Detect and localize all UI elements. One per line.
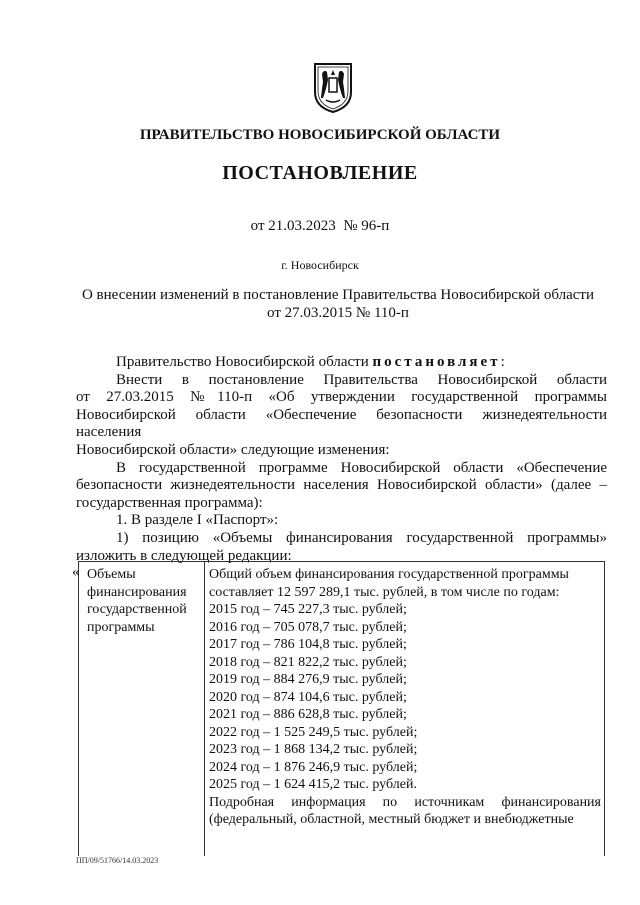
body-line: Внести в постановление Правительства Новосибирской области: [116, 371, 607, 388]
position-line: программы: [87, 619, 155, 635]
body-line: В государственной программе Новосибирской области «Обеспечение: [116, 459, 607, 476]
year-line: 2021 год – 886 628,8 тыс. рублей;: [209, 707, 407, 722]
body-line: от 27.03.2015 №110-п «Об утверждении государственной программы: [76, 389, 607, 406]
year-line: 2025 год – 1 624 415,2 тыс. рублей.: [209, 777, 417, 792]
position-line: Объемы: [87, 567, 136, 582]
table-cell-content: [209, 566, 601, 829]
body-line: безопасности жизнедеятельности населения Новосибирской области» (далее –: [76, 477, 607, 494]
document-type: ПОСТАНОВЛЕНИЕ: [222, 162, 418, 184]
year-line: 2020 год – 874 104,6 тыс. рублей;: [209, 689, 407, 705]
subject-line: от 27.03.2015 № 110-п: [267, 304, 409, 321]
body-line: государственная программа):: [76, 494, 263, 511]
year-line: 2018 год – 821 822,2 тыс. рублей;: [209, 654, 407, 670]
subject-line: О внесении изменений в постановление Правительства Новосибирской области: [81, 287, 595, 303]
document-subject: [70, 287, 606, 322]
document-city: г. Новосибирск: [281, 258, 359, 272]
body-line: 1. В разделе I «Паспорт»:: [116, 512, 279, 529]
body-line: 1) позицию «Объемы финансирования государственной программы»: [116, 529, 607, 546]
body-line: Новосибирской области» следующие изменения:: [76, 441, 390, 458]
year-line: 2023 год – 1 868 134,2 тыс. рублей;: [209, 742, 418, 757]
coat-of-arms-icon: [312, 60, 354, 114]
year-line: 2016 год – 705 078,7 тыс. рублей;: [209, 619, 407, 635]
content-line: (федеральный, областной, местный бюджет и внебюджетные: [209, 812, 574, 827]
content-line: Общий объем финансирования государственной программы: [209, 567, 569, 582]
document-body: [76, 354, 607, 565]
body-line: Новосибирской области «Обеспечение безопасности жизнедеятельности населения: [76, 406, 607, 441]
year-line: 2022 год – 1 525 249,5 тыс. рублей;: [209, 724, 418, 740]
year-line: 2015 год – 745 227,3 тыс. рублей;: [209, 602, 407, 617]
year-line: 2019 год – 884 276,9 тыс. рублей;: [209, 672, 407, 687]
document-code: ПП/09/51766/14.03.2023: [76, 856, 159, 865]
year-line: 2024 год – 1 876 246,9 тыс. рублей;: [209, 759, 418, 775]
body-paragraph: [76, 354, 607, 372]
table-cell-position: [87, 566, 202, 636]
year-line: 2017 год – 786 104,8 тыс. рублей;: [209, 637, 407, 652]
position-line: государственной: [87, 602, 187, 617]
open-quote: «: [72, 564, 80, 580]
position-line: финансирования: [87, 584, 187, 600]
body-line: изложить в следующей редакции:: [76, 547, 292, 564]
content-line: Подробная информация по источникам финансирования: [209, 794, 601, 810]
body-text: :: [500, 354, 505, 370]
table-column-divider: [204, 561, 205, 856]
body-text: Правительство Новосибирской области: [116, 354, 369, 370]
decree-keyword: постановляет: [372, 354, 501, 370]
document-date-number: от 21.03.2023 № 96-п: [250, 218, 390, 234]
government-name: ПРАВИТЕЛЬСТВО НОВОСИБИРСКОЙ ОБЛАСТИ: [139, 127, 501, 143]
content-line: составляет 12 597 289,1 тыс. рублей, в том числе по годам:: [209, 584, 560, 600]
